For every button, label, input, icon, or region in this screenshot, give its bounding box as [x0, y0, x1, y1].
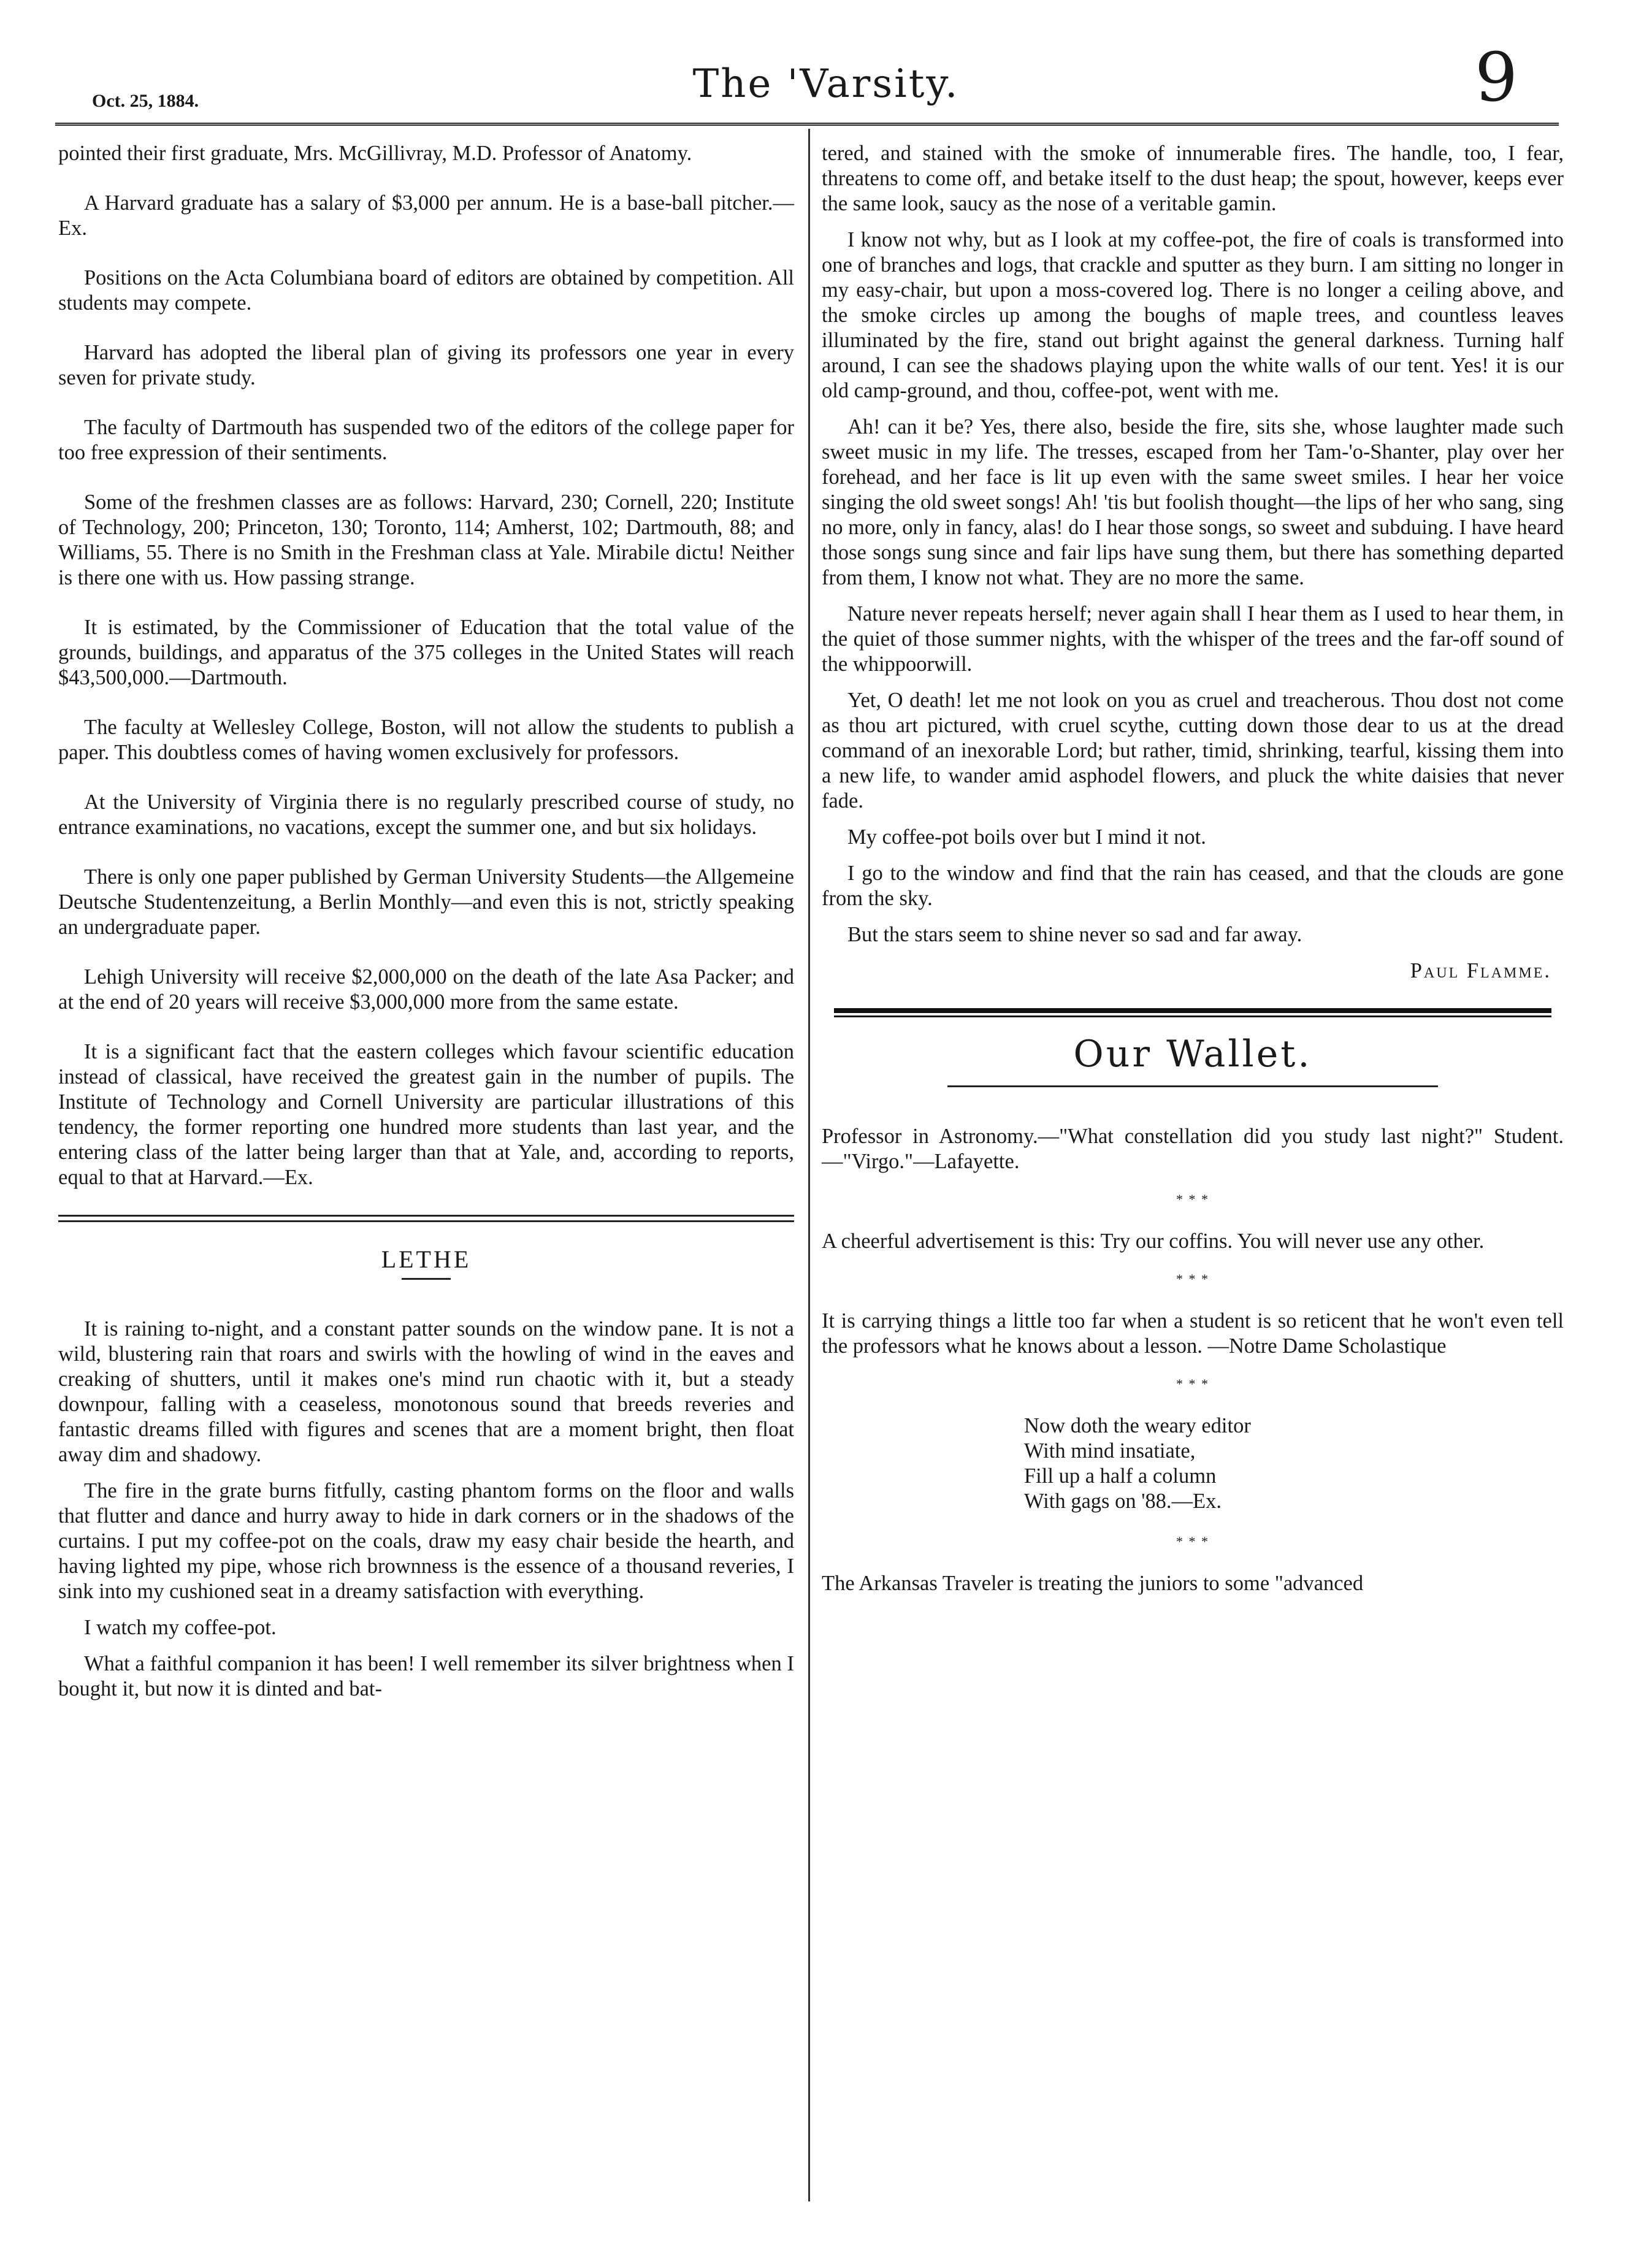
wallet-item: Professor in Astronomy.—"What constellation did you study last night?" Student.—"Virgo."—Lafayette.: [822, 1125, 1564, 1173]
asterism: * * *: [1176, 1271, 1209, 1287]
poem-line: With gags on '88.—Ex.: [1024, 1490, 1222, 1513]
story-paragraph: What a faithful companion it has been! I well remember its silver brightness when I bought it, but now it is dinted and bat-: [58, 1652, 794, 1700]
story-paragraph: But the stars seem to shine never so sad and far away.: [847, 923, 1302, 946]
header-rule: [55, 123, 1559, 129]
left-column: [58, 141, 794, 1713]
news-item: Some of the freshmen classes are as follows: Harvard, 230; Cornell, 220; Institute of Technology, 200; Princeton, 130; Toronto, 114; Amherst, 102; Dartmouth, 88; and Williams, 55. There is no Smith in the Freshman class at Yale. Mirabile dictu! Neither is there one with us. How passing strange.: [58, 491, 794, 589]
poem: [1024, 1413, 1564, 1514]
news-item: pointed their first graduate, Mrs. McGillivray, M.D. Professor of Anatomy.: [58, 142, 692, 165]
news-item: There is only one paper published by German University Students—the Allgemeine Deutsche Studentenzeitung, a Berlin Monthly—and even this is not, strictly speaking an undergraduate paper.: [58, 865, 794, 939]
asterism: * * *: [1176, 1191, 1209, 1207]
wallet-item: The Arkansas Traveler is treating the juniors to some "advanced: [822, 1572, 1364, 1595]
story-paragraph: I know not why, but as I look at my coffee-pot, the fire of coals is transformed into one of branches and logs, that crackle and sputter as they burn. I am sitting no longer in my easy-chair, but upon a moss-covered log. There is no longer a ceiling above, and the smoke circles up among the boughs of maple trees, and countless leaves illuminated by the fire, stand out bright against the general darkness. Turning half around, I can see the shadows playing upon the white walls of our tent. Yes! it is our old camp-ground, and thou, coffee-pot, went with me.: [822, 228, 1564, 402]
news-item: Harvard has adopted the liberal plan of giving its professors one year in every seven for private study.: [58, 341, 794, 389]
section-title: Our Wallet.: [1073, 1033, 1312, 1076]
section-divider: [834, 1008, 1551, 1017]
story-paragraph: I watch my coffee-pot.: [84, 1616, 277, 1639]
news-item: A Harvard graduate has a salary of $3,000 per annum. He is a base-ball pitcher.—Ex.: [58, 191, 794, 240]
story-paragraph: tered, and stained with the smoke of innumerable fires. The handle, too, I fear, threatens to come off, and betake itself to the dust heap; the spout, however, keeps ever the same look, saucy as the nose of a veritable gamin.: [822, 142, 1564, 215]
poem-line: Now doth the weary editor: [1024, 1414, 1251, 1437]
date-line: Oct. 25, 1884.: [92, 91, 199, 111]
news-item: Lehigh University will receive $2,000,000 on the death of the late Asa Packer; and at the end of 20 years will receive $3,000,000 more from the same estate.: [58, 965, 794, 1014]
news-item: The faculty of Dartmouth has suspended two of the editors of the college paper for too free expression of their sentiments.: [58, 416, 794, 464]
page-number: 9: [1475, 38, 1518, 117]
lethe-story: [58, 1317, 794, 1702]
title-underline: [947, 1085, 1438, 1087]
story-paragraph: The fire in the grate burns fitfully, casting phantom forms on the floor and walls that flutter and dance and hurry away to hide in dark corners or in the shadows of the curtains. I put my coffee-pot on the coals, draw my easy chair beside the hearth, and having lighted my pipe, whose rich brownness is the essence of a thousand reveries, I sink into my cushioned seat in a dreamy satisfaction with everything.: [58, 1479, 794, 1603]
lethe-title: LETHE: [381, 1245, 472, 1273]
wallet-section: [822, 1124, 1564, 1596]
news-item: Positions on the Acta Columbiana board of editors are obtained by competition. All students may compete.: [58, 266, 794, 315]
title-underline: [402, 1278, 451, 1280]
asterism: * * *: [1176, 1376, 1209, 1391]
story-paragraph: Ah! can it be? Yes, there also, beside the fire, sits she, whose laughter made such sweet music in my life. The tresses, escaped from her Tam-'o-Shanter, play over her forehead, and her face is lit up even with the same sweet smiles. I hear her voice singing the old sweet songs! Ah! 'tis but foolish thought—the lips of her who sang, sing no more, only in fancy, alas! do I hear those songs, so sweet and subduing. I have heard those songs sung since and fair lips have sung them, but there has something departed from them, I know not what. They are no more the same.: [822, 415, 1564, 589]
column-divider: [808, 129, 810, 2201]
masthead-title: The 'Varsity.: [692, 61, 960, 107]
section-divider: [58, 1215, 794, 1222]
asterism: * * *: [1176, 1534, 1209, 1549]
right-column: [822, 141, 1564, 1607]
wallet-item: It is carrying things a little too far when a student is so reticent that he won't even tell the professors what he knows about a lesson. —Notre Dame Scholastique: [822, 1309, 1564, 1358]
news-item: It is a significant fact that the eastern colleges which favour scientific education instead of classical, have received the greatest gain in the number of pupils. The Institute of Technology and Cornell University are particular illustrations of this tendency, the former reporting one hundred more students than last year, and the entering class of the latter being larger than that at Yale, and, according to reports, equal to that at Harvard.—Ex.: [58, 1040, 794, 1189]
news-item: At the University of Virginia there is no regularly prescribed course of study, no entrance examinations, no vacations, except the summer one, and but six holidays.: [58, 790, 794, 839]
author-signature: Paul Flamme.: [1410, 959, 1551, 982]
news-item: It is estimated, by the Commissioner of Education that the total value of the grounds, buildings, and apparatus of the 375 colleges in the United States will reach $43,500,000.—Dartmouth.: [58, 616, 794, 689]
story-paragraph: Nature never repeats herself; never again shall I hear them as I used to hear them, in the quiet of those summer nights, with the whisper of the trees and the far-off sound of the whippoorwill.: [822, 602, 1564, 676]
poem-line: Fill up a half a column: [1024, 1464, 1217, 1488]
story-paragraph: My coffee-pot boils over but I mind it not.: [847, 825, 1206, 849]
wallet-item: A cheerful advertisement is this: Try our coffins. You will never use any other.: [822, 1230, 1485, 1253]
poem-line: With mind insatiate,: [1024, 1439, 1196, 1463]
story-paragraph: It is raining to-night, and a constant patter sounds on the window pane. It is not a wild, blustering rain that roars and swirls with the howling of wind in the eaves and creaking of shutters, until it makes one's mind run chaotic with it, but a steady downpour, falling with a ceaseless, monotonous sound that breeds reveries and fantastic dreams filled with figures and scenes that are a moment bright, then float away dim and shadowy.: [58, 1317, 794, 1466]
story-paragraph: I go to the window and find that the rain has ceased, and that the clouds are gone from the sky.: [822, 862, 1564, 910]
story-paragraph: Yet, O death! let me not look on you as cruel and treacherous. Thou dost not come as thou art pictured, with cruel scythe, cutting down those dear to us at the dread command of an inexorable Lord; but rather, timid, shrinking, tearful, kissing them into a new life, to wander amid asphodel flowers, and pluck the white daisies that never fade.: [822, 689, 1564, 813]
news-item: The faculty at Wellesley College, Boston, will not allow the students to publish a paper. This doubtless comes of having women exclusively for professors.: [58, 716, 794, 764]
